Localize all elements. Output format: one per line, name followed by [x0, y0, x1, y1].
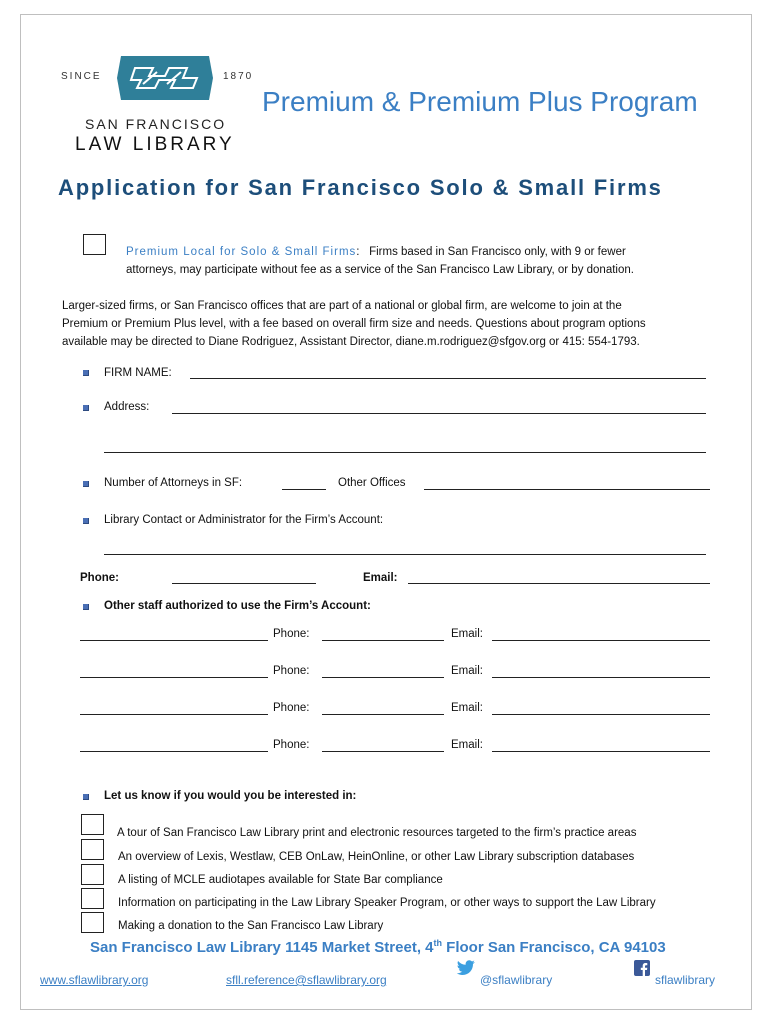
logo-emblem-icon: [113, 54, 217, 102]
firm-name-label: FIRM NAME:: [104, 367, 172, 379]
intro-line3: available may be directed to Diane Rodriguez, Assistant Director, diane.m.rodriguez@sfgov.org or 415: 554-1793.: [62, 336, 640, 348]
staff-phone-label: Phone:: [273, 739, 310, 751]
staff-phone-label: Phone:: [273, 665, 310, 677]
premium-local-description: Firms based in San Francisco only, with 9 or fewer: [369, 246, 626, 258]
address-field-line2[interactable]: [104, 452, 706, 453]
interest-databases-checkbox[interactable]: [81, 839, 104, 860]
staff-name-field[interactable]: [80, 714, 268, 715]
num-attorneys-field[interactable]: [282, 489, 326, 490]
staff-email-field[interactable]: [492, 640, 710, 641]
logo-year: 1870: [223, 71, 254, 82]
bullet-icon: [83, 481, 89, 487]
other-staff-label: Other staff authorized to use the Firm’s Account:: [104, 600, 371, 612]
library-contact-field[interactable]: [104, 554, 706, 555]
interest-heading: Let us know if you would you be interested in:: [104, 790, 357, 802]
staff-name-field[interactable]: [80, 640, 268, 641]
intro-line2: Premium or Premium Plus level, with a fee based on overall firm size and needs. Questions about program options: [62, 318, 646, 330]
interest-option-speaker: Information on participating in the Law Library Speaker Program, or other ways to support the Law Library: [118, 897, 656, 909]
website-link[interactable]: www.sflawlibrary.org: [40, 973, 149, 987]
staff-email-field[interactable]: [492, 677, 710, 678]
staff-phone-label: Phone:: [273, 702, 310, 714]
facebook-handle[interactable]: sflawlibrary: [655, 973, 716, 987]
contact-email-label: Email:: [363, 572, 398, 584]
facebook-icon[interactable]: [634, 960, 650, 976]
staff-phone-field[interactable]: [322, 714, 444, 715]
bullet-icon: [83, 518, 89, 524]
staff-email-field[interactable]: [492, 714, 710, 715]
logo-line-san-francisco: SAN FRANCISCO: [85, 116, 227, 132]
interest-option-mcle: A listing of MCLE audiotapes available for State Bar compliance: [118, 874, 443, 886]
staff-name-field[interactable]: [80, 751, 268, 752]
contact-phone-label: Phone:: [80, 572, 119, 584]
contact-phone-field[interactable]: [172, 583, 316, 584]
twitter-handle[interactable]: @sflawlibrary: [480, 973, 553, 987]
intro-line1: Larger-sized firms, or San Francisco offices that are part of a national or global firm, are welcome to join at the: [62, 300, 622, 312]
bullet-icon: [83, 604, 89, 610]
program-title: Premium & Premium Plus Program: [262, 86, 698, 117]
premium-local-line2: attorneys, may participate without fee as a service of the San Francisco Law Library, or by donation.: [126, 264, 634, 276]
interest-mcle-checkbox[interactable]: [81, 864, 104, 885]
interest-tour-checkbox[interactable]: [81, 814, 104, 835]
bullet-icon: [83, 405, 89, 411]
premium-local-line1: Premium Local for Solo & Small Firms: Firms based in San Francisco only, with 9 or fewer: [126, 246, 626, 258]
logo-since: SINCE: [61, 71, 102, 82]
staff-email-label: Email:: [451, 702, 483, 714]
staff-email-field[interactable]: [492, 751, 710, 752]
footer-address: San Francisco Law Library 1145 Market Street, 4th Floor San Francisco, CA 94103: [90, 938, 666, 956]
staff-email-label: Email:: [451, 628, 483, 640]
email-link[interactable]: sfll.reference@sflawlibrary.org: [226, 973, 387, 987]
firm-name-field[interactable]: [190, 378, 706, 379]
premium-local-checkbox[interactable]: [83, 234, 106, 255]
staff-phone-label: Phone:: [273, 628, 310, 640]
other-offices-label: Other Offices: [338, 477, 406, 489]
interest-option-donation: Making a donation to the San Francisco Law Library: [118, 920, 384, 932]
interest-option-tour: A tour of San Francisco Law Library print and electronic resources targeted to the firm’s practice areas: [117, 827, 637, 839]
contact-email-field[interactable]: [408, 583, 710, 584]
staff-name-field[interactable]: [80, 677, 268, 678]
address-field-line1[interactable]: [172, 413, 706, 414]
interest-option-databases: An overview of Lexis, Westlaw, CEB OnLaw, HeinOnline, or other Law Library subscription databases: [118, 851, 635, 863]
application-title: Application for San Francisco Solo & Small Firms: [58, 175, 663, 200]
num-attorneys-label: Number of Attorneys in SF:: [104, 477, 243, 489]
staff-email-label: Email:: [451, 739, 483, 751]
staff-email-label: Email:: [451, 665, 483, 677]
bullet-icon: [83, 370, 89, 376]
premium-local-label: Premium Local for Solo & Small Firms: [126, 246, 357, 258]
law-library-logo: [55, 50, 255, 160]
other-offices-field[interactable]: [424, 489, 710, 490]
logo-line-law-library: LAW LIBRARY: [75, 134, 235, 155]
staff-phone-field[interactable]: [322, 677, 444, 678]
staff-phone-field[interactable]: [322, 640, 444, 641]
address-label: Address:: [104, 401, 150, 413]
staff-phone-field[interactable]: [322, 751, 444, 752]
twitter-icon[interactable]: [456, 960, 476, 976]
library-contact-label: Library Contact or Administrator for the Firm’s Account:: [104, 514, 384, 526]
interest-speaker-checkbox[interactable]: [81, 888, 104, 909]
bullet-icon: [83, 794, 89, 800]
interest-donation-checkbox[interactable]: [81, 912, 104, 933]
